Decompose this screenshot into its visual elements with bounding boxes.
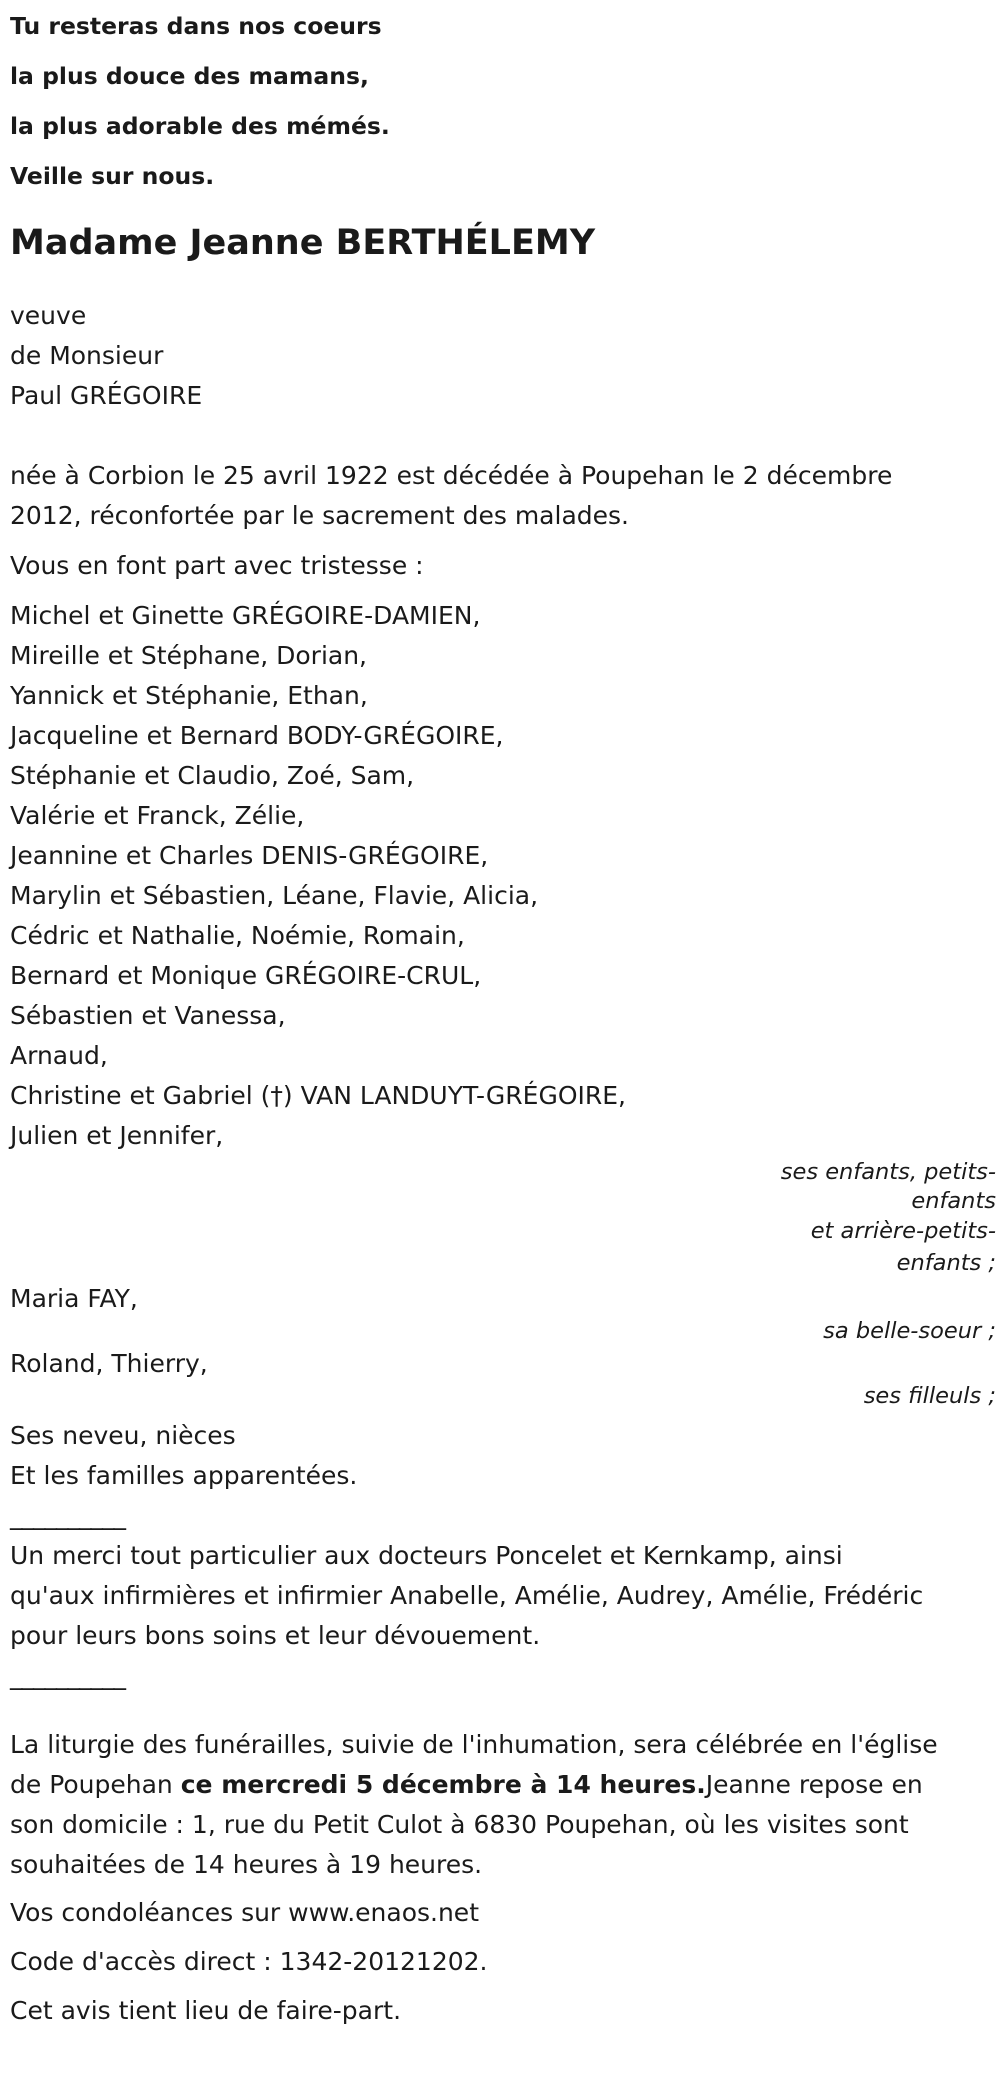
thanks-line: pour leurs bons soins et leur dévouement. <box>10 1621 541 1650</box>
relation-children <box>10 1156 996 1280</box>
family-list <box>10 596 996 1156</box>
family-line: Jeannine et Charles DENIS-GRÉGOIRE, <box>10 841 489 870</box>
widow-of <box>10 296 996 416</box>
funeral-line: son domicile : 1, rue du Petit Culot à 6830 Poupehan, où les visites sont <box>10 1810 909 1839</box>
funeral-paragraph <box>10 1725 996 1885</box>
godchildren-group <box>10 1347 996 1412</box>
family-line: Sébastien et Vanessa, <box>10 1001 286 1030</box>
condolences-line: Vos condoléances sur www.enaos.net <box>10 1898 479 1927</box>
relation-line: ses enfants, petits- <box>780 1159 996 1185</box>
funeral-line: La liturgie des funérailles, suivie de l'inhumation, sera célébrée en l'église <box>10 1730 938 1759</box>
relation-line: ses filleuls ; <box>863 1383 996 1409</box>
relation-line: enfants ; <box>896 1250 996 1276</box>
announcement-intro: Vous en font part avec tristesse : <box>10 551 424 580</box>
family-line: Mireille et Stéphane, Dorian, <box>10 641 368 670</box>
relation-line: enfants <box>911 1188 996 1214</box>
funeral-text: de Poupehan <box>10 1770 181 1799</box>
poem-line: Veille sur nous. <box>10 162 215 190</box>
family-line: Marylin et Sébastien, Léane, Flavie, Alicia, <box>10 881 539 910</box>
thanks-line: qu'aux infirmières et infirmier Anabelle, Amélie, Audrey, Amélie, Frédéric <box>10 1581 924 1610</box>
relation-line: et arrière-petits- <box>810 1218 996 1244</box>
funeral-line <box>10 1765 996 1805</box>
thanks-line: Un merci tout particulier aux docteurs Poncelet et Kernkamp, ainsi <box>10 1541 843 1570</box>
other-relatives <box>10 1416 996 1496</box>
birth-death-statement <box>10 456 996 536</box>
widow-line: veuve <box>10 301 87 330</box>
family-line: Maria FAY, <box>10 1284 138 1313</box>
obituary-notice <box>10 0 996 2031</box>
family-line: Jacqueline et Bernard BODY-GRÉGOIRE, <box>10 721 504 750</box>
poem-line: la plus adorable des mémés. <box>10 112 390 140</box>
family-line: Valérie et Franck, Zélie, <box>10 801 305 830</box>
family-line: Arnaud, <box>10 1041 108 1070</box>
funeral-text: Jeanne repose en <box>705 1770 923 1799</box>
deceased-name: Madame Jeanne BERTHÉLEMY <box>10 223 596 263</box>
family-line: Julien et Jennifer, <box>10 1121 224 1150</box>
family-line: Yannick et Stéphanie, Ethan, <box>10 681 368 710</box>
family-line: Ses neveu, nièces <box>10 1421 236 1450</box>
thanks-paragraph <box>10 1536 996 1656</box>
sister-in-law-group <box>10 1280 996 1347</box>
poem <box>10 1 996 201</box>
family-line: Bernard et Monique GRÉGOIRE-CRUL, <box>10 961 482 990</box>
notice-line: Cet avis tient lieu de faire-part. <box>10 1996 402 2025</box>
funeral-date: ce mercredi 5 décembre à 14 heures. <box>180 1770 706 1799</box>
family-line: Roland, Thierry, <box>10 1349 208 1378</box>
relation-line: sa belle-soeur ; <box>823 1318 996 1344</box>
widow-line: Paul GRÉGOIRE <box>10 381 203 410</box>
birth-death-line: née à Corbion le 25 avril 1922 est décédée à Poupehan le 2 décembre <box>10 461 893 490</box>
family-line: Christine et Gabriel (†) VAN LANDUYT-GRÉGOIRE, <box>10 1081 626 1110</box>
funeral-line: souhaitées de 14 heures à 19 heures. <box>10 1850 483 1879</box>
birth-death-line: 2012, réconfortée par le sacrement des malades. <box>10 501 629 530</box>
separator: __________ <box>10 1661 125 1690</box>
access-code-line: Code d'accès direct : 1342-20121202. <box>10 1947 488 1976</box>
family-line: Michel et Ginette GRÉGOIRE-DAMIEN, <box>10 601 481 630</box>
separator: __________ <box>10 1501 125 1530</box>
poem-line: Tu resteras dans nos coeurs <box>10 12 382 40</box>
poem-line: la plus douce des mamans, <box>10 62 369 90</box>
family-line: Cédric et Nathalie, Noémie, Romain, <box>10 921 465 950</box>
family-line: Et les familles apparentées. <box>10 1461 358 1490</box>
family-line: Stéphanie et Claudio, Zoé, Sam, <box>10 761 415 790</box>
widow-line: de Monsieur <box>10 341 164 370</box>
